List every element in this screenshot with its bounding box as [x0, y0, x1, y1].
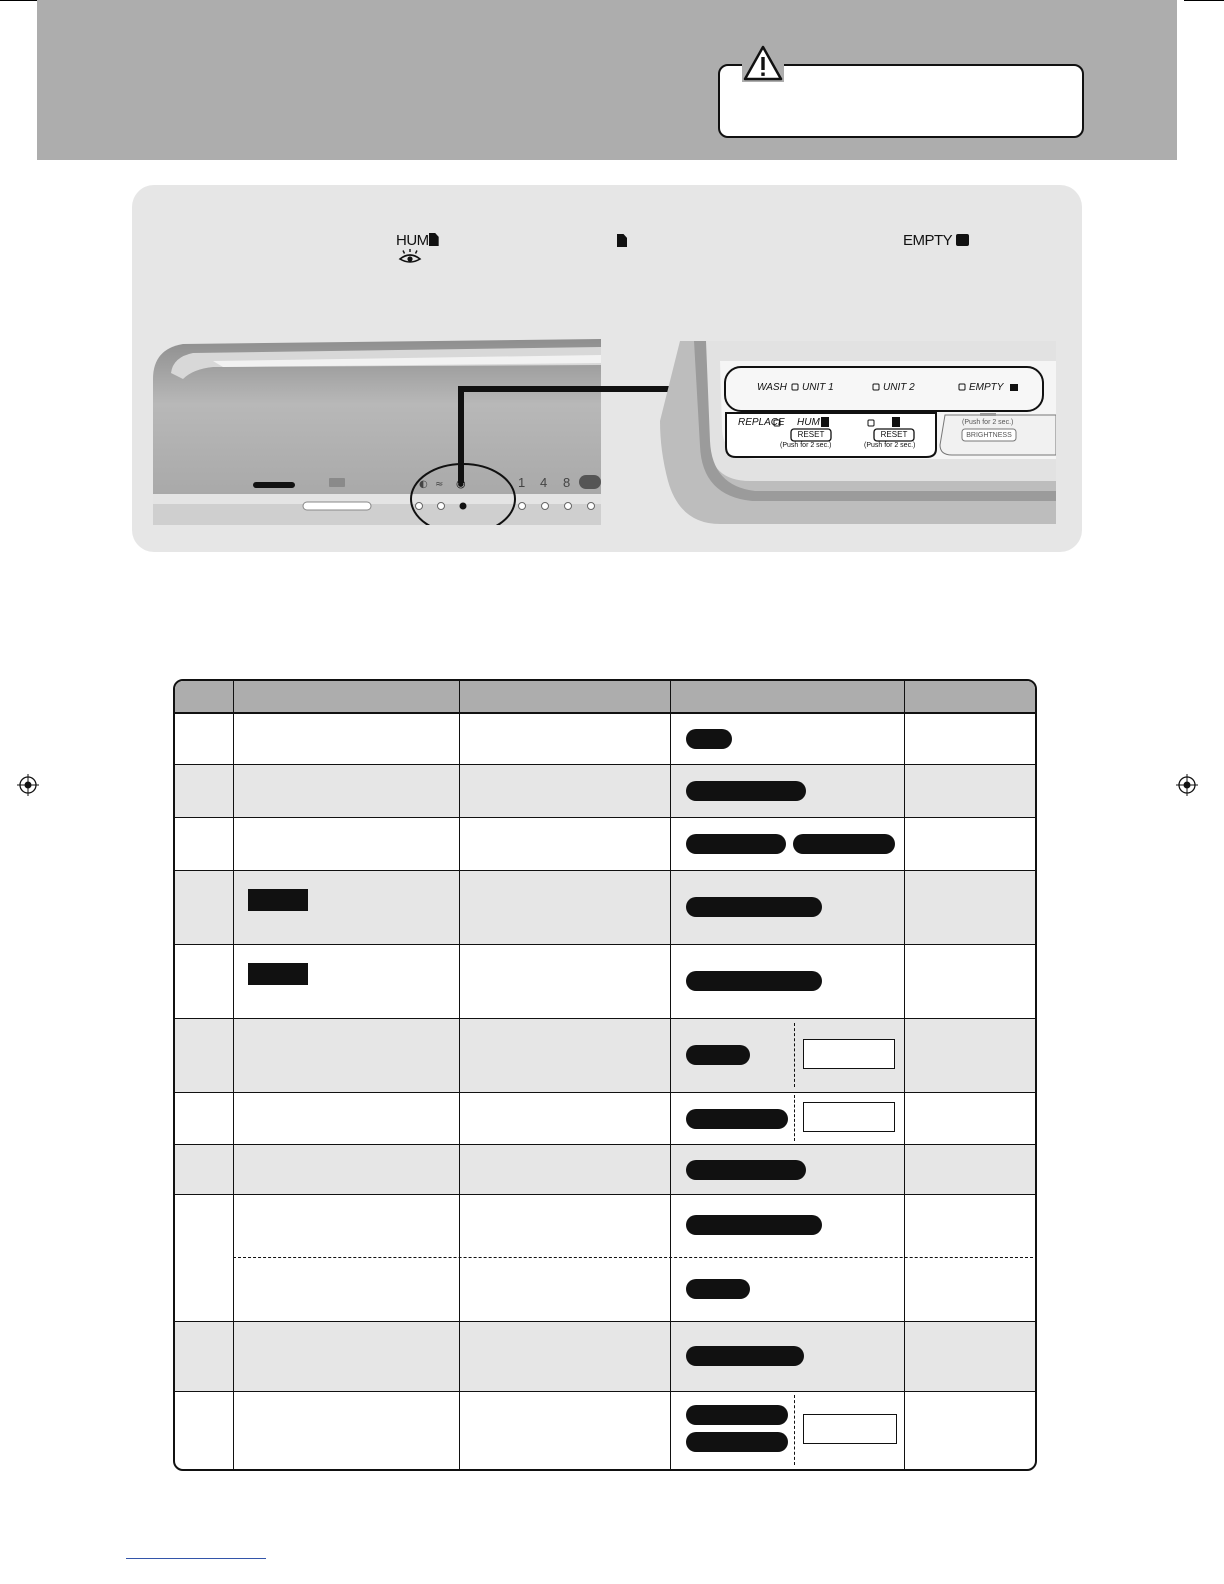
- hum-label-text: HUM: [396, 232, 429, 249]
- registration-mark-left: [17, 774, 39, 796]
- indicator-pill: [686, 1109, 788, 1129]
- push-note-brightness: (Push for 2 sec.): [962, 419, 1014, 426]
- indicator-pill: [793, 834, 895, 854]
- table-row: [175, 1018, 1035, 1092]
- empty-label-text: EMPTY: [903, 232, 952, 249]
- indicator-outline-box: [803, 1414, 897, 1444]
- indicator-pill: [686, 1045, 750, 1065]
- indicator-pill: [686, 1279, 750, 1299]
- unit2-label: UNIT 2: [883, 382, 915, 393]
- indicator-pill: [686, 1215, 822, 1235]
- svg-text:≈: ≈: [435, 479, 444, 490]
- indicator-pill: [686, 834, 786, 854]
- warning-triangle-icon: [742, 44, 784, 82]
- indicator-block: [248, 889, 308, 911]
- svg-text:◉: ◉: [456, 477, 466, 490]
- empty-indicator-label: [903, 232, 969, 249]
- indicator-pill: [686, 971, 822, 991]
- indicator-pill: [686, 1346, 804, 1366]
- crop-mark-top-right: [1184, 0, 1224, 1]
- caution-icon-bg: [742, 44, 784, 82]
- reset-button-unit1[interactable]: RESET: [797, 430, 825, 439]
- hum-indicator-label: [396, 232, 439, 249]
- crop-mark-top-left: [0, 0, 40, 1]
- push-note-unit2: (Push for 2 sec.): [864, 442, 916, 449]
- footer-rule: [126, 1558, 266, 1559]
- indicator-block: [248, 963, 308, 985]
- indicator-pill: [686, 781, 806, 801]
- indicator-pill: [686, 729, 732, 749]
- eye-icon: [398, 249, 422, 265]
- filter-doc-icon: [429, 233, 439, 246]
- hum-panel-label: HUM: [797, 417, 820, 428]
- replace-label: REPLACE: [738, 417, 785, 428]
- indicator-pill: [686, 897, 822, 917]
- table-row: [175, 1321, 1035, 1391]
- reset-button-unit2[interactable]: RESET: [880, 430, 908, 439]
- timer-1-label: 1: [518, 475, 526, 490]
- indicator-pill: [686, 1432, 788, 1452]
- registration-mark-right: [1176, 774, 1198, 796]
- timer-8-label: 8: [563, 475, 571, 490]
- table-row: [175, 765, 1035, 817]
- table-row: [175, 1144, 1035, 1194]
- empty-panel-label: EMPTY: [969, 382, 1004, 393]
- timer-4-label: 4: [540, 475, 548, 490]
- svg-text:◐: ◐: [419, 479, 428, 490]
- tank-icon: [956, 234, 969, 246]
- table-header-row: [175, 681, 1035, 714]
- indicator-pill: [686, 1405, 788, 1425]
- indicator-outline-box: [803, 1039, 895, 1069]
- unit1-label: UNIT 1: [802, 382, 834, 393]
- indicator-outline-box: [803, 1102, 895, 1132]
- brightness-button[interactable]: BRIGHTNESS: [966, 432, 1012, 439]
- wash-label: WASH: [757, 382, 787, 393]
- indicator-table: [173, 679, 1037, 1471]
- indicator-pill: [686, 1160, 806, 1180]
- push-note-unit1: (Push for 2 sec.): [780, 442, 832, 449]
